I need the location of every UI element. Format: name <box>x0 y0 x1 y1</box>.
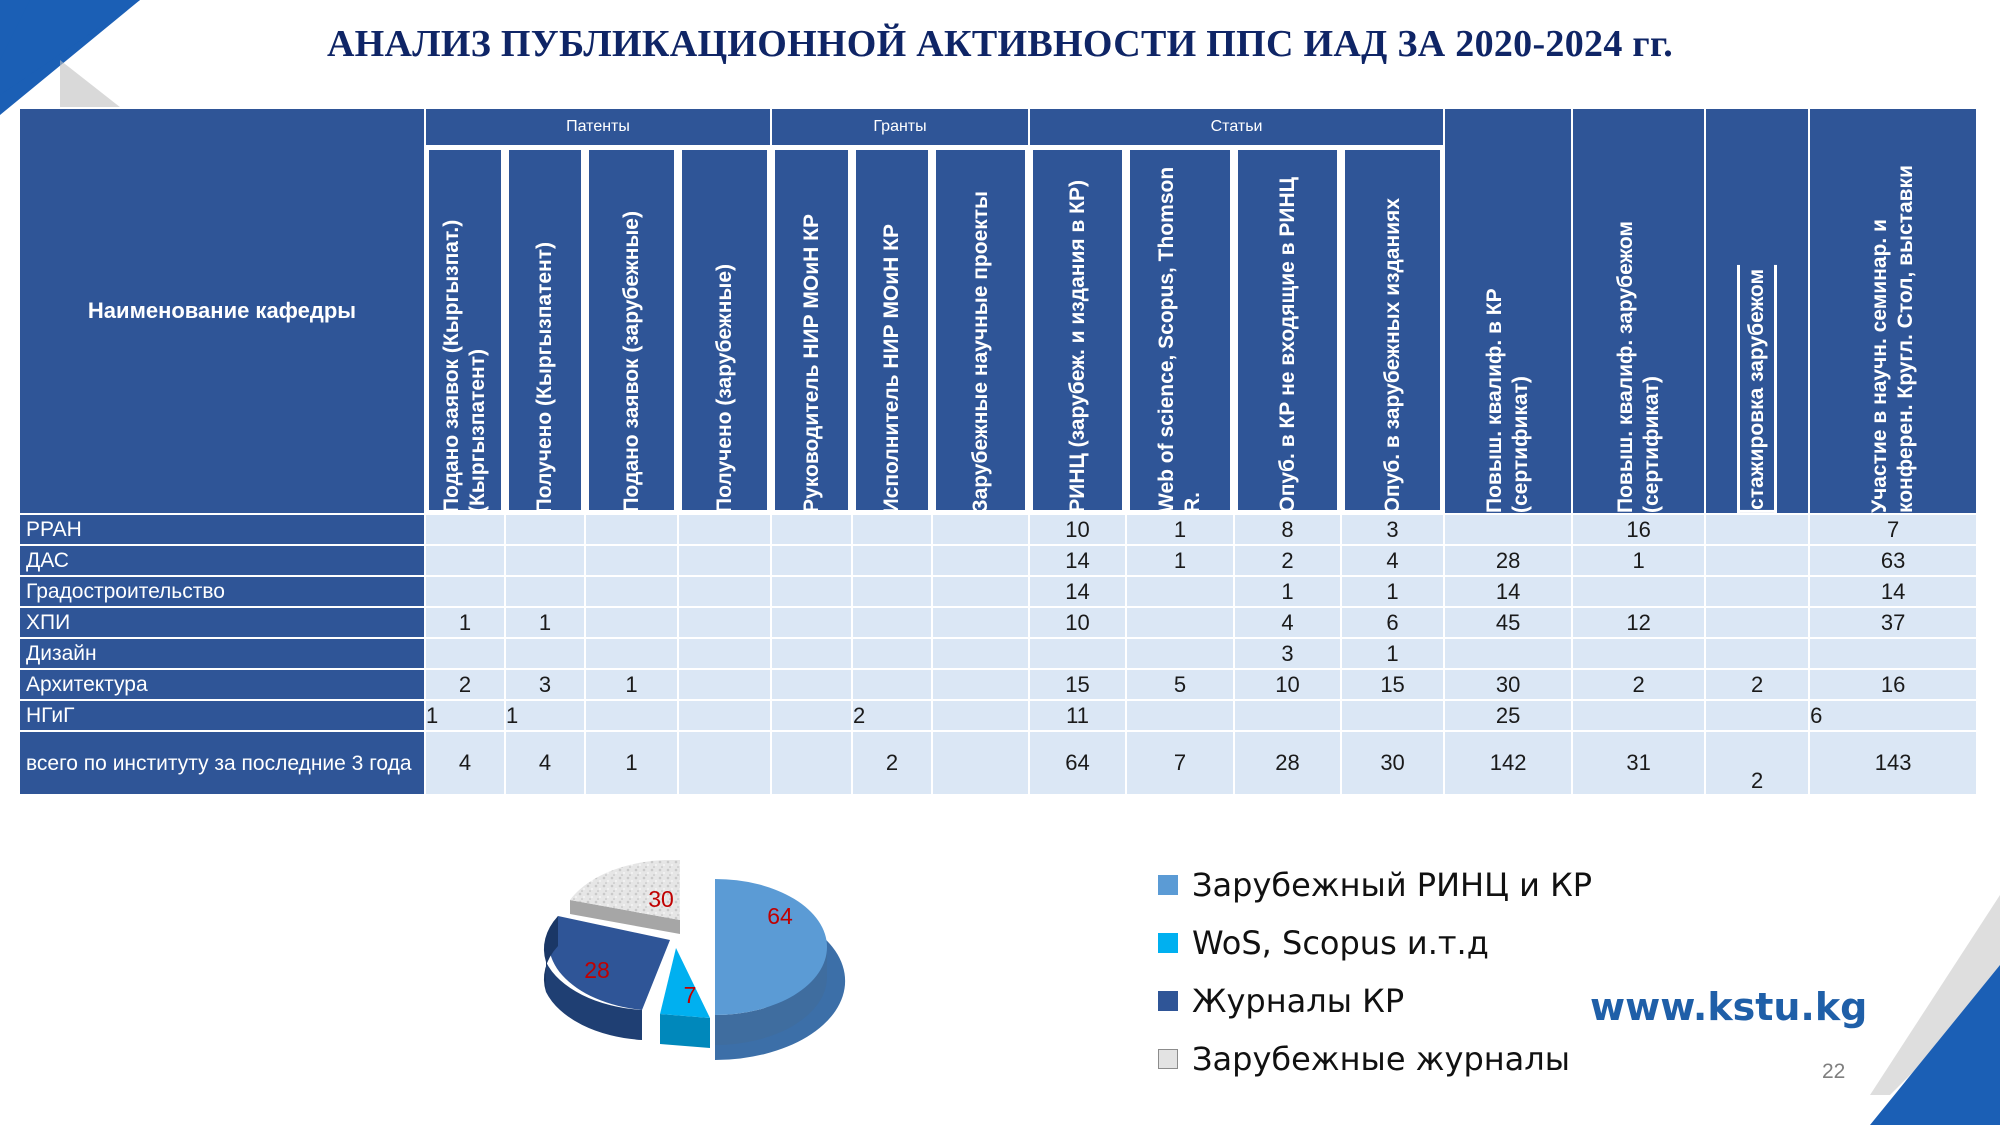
table-cell: 2 <box>1705 731 1809 795</box>
table-cell: 8 <box>1234 514 1341 545</box>
page-title: АНАЛИЗ ПУБЛИКАЦИОННОЙ АКТИВНОСТИ ППС ИАД ЗА 2020-2024 гг. <box>326 23 1674 65</box>
department-name: РРАН <box>19 514 425 545</box>
column-header: Подано заявок (зарубежные) <box>619 211 643 513</box>
table-cell <box>852 638 932 669</box>
table-cell: 1 <box>505 700 585 731</box>
legend-swatch <box>1158 933 1178 953</box>
table-cell <box>505 545 585 576</box>
table-cell: 1 <box>425 700 505 731</box>
table-cell <box>1705 545 1809 576</box>
table-cell <box>771 576 852 607</box>
table-cell: 1 <box>425 607 505 638</box>
table-cell: 45 <box>1444 607 1572 638</box>
group-header-articles: Статьи <box>1029 108 1444 146</box>
table-cell <box>1809 638 1977 669</box>
table-cell <box>678 638 771 669</box>
table-cell: 3 <box>505 669 585 700</box>
table-cell: 1 <box>1234 576 1341 607</box>
legend-label: WoS, Scopus и.т.д <box>1192 924 1489 962</box>
table-cell <box>932 607 1029 638</box>
column-header: Опуб. в КР не входящие в РИНЦ <box>1275 177 1299 513</box>
department-column-header: Наименование кафедры <box>19 108 425 514</box>
legend-label: Зарубежные журналы <box>1192 1040 1570 1078</box>
table-row-total <box>19 731 1977 795</box>
group-header-grants: Гранты <box>771 108 1029 146</box>
table-cell: 1 <box>585 669 678 700</box>
table-row <box>19 638 1977 669</box>
table-cell <box>585 700 678 731</box>
table-cell: 142 <box>1444 731 1572 795</box>
table-row <box>19 700 1977 731</box>
table-cell <box>678 700 771 731</box>
total-row-label: всего по институту за последние 3 года <box>19 731 425 795</box>
table-cell <box>932 700 1029 731</box>
table-cell: 2 <box>852 700 932 731</box>
publication-activity-table <box>18 107 1978 796</box>
table-cell: 6 <box>1809 700 1977 731</box>
pie-label-rinc: 64 <box>767 903 793 929</box>
table-cell <box>771 545 852 576</box>
table-cell: 7 <box>1809 514 1977 545</box>
column-header: Подано заявок (Кыргызпат.) (Кыргызпатент) <box>440 219 489 513</box>
column-header: Повыш. квалиф. в КР (сертификат) <box>1483 288 1533 513</box>
table-cell: 31 <box>1572 731 1705 795</box>
table-cell: 25 <box>1444 700 1572 731</box>
pie-legend <box>1158 856 1592 1088</box>
table-cell: 64 <box>1029 731 1126 795</box>
table-cell: 4 <box>1341 545 1444 576</box>
table-cell: 1 <box>1341 576 1444 607</box>
column-header: Исполнитель НИР МОиН КР <box>880 223 904 513</box>
table-cell: 2 <box>852 731 932 795</box>
table-cell <box>425 514 505 545</box>
table-cell: 143 <box>1809 731 1977 795</box>
table-cell <box>425 545 505 576</box>
table-cell: 5 <box>1126 669 1234 700</box>
column-header-cell <box>1705 108 1809 514</box>
legend-swatch <box>1158 1049 1178 1069</box>
legend-item <box>1158 914 1592 972</box>
table-cell: 4 <box>505 731 585 795</box>
column-header: Web of science, Scopus, Thomson R. <box>1155 166 1205 513</box>
table-cell <box>425 638 505 669</box>
table-cell: 30 <box>1444 669 1572 700</box>
page-number: 22 <box>1822 1060 1846 1083</box>
corner-decoration-bottom-right <box>1870 895 2000 1125</box>
column-header: Повыш. квалиф. зарубежом (сертификат) <box>1613 221 1663 513</box>
publication-pie-chart <box>530 860 870 1070</box>
table-cell: 10 <box>1234 669 1341 700</box>
table-cell: 14 <box>1029 545 1126 576</box>
column-header-cell <box>585 146 678 514</box>
column-header-cell <box>1809 108 1977 514</box>
column-header-cell <box>678 146 771 514</box>
table-row <box>19 576 1977 607</box>
group-header-patents: Патенты <box>425 108 771 146</box>
table-cell: 37 <box>1809 607 1977 638</box>
column-header-cell <box>1234 146 1341 514</box>
table-cell: 11 <box>1029 700 1126 731</box>
table-cell <box>771 514 852 545</box>
table-cell: 1 <box>505 607 585 638</box>
table-cell <box>1705 514 1809 545</box>
table-row <box>19 669 1977 700</box>
table-cell <box>1705 638 1809 669</box>
table-cell <box>1572 638 1705 669</box>
table-cell <box>1705 700 1809 731</box>
table-row <box>19 514 1977 545</box>
table-cell: 14 <box>1809 576 1977 607</box>
department-name: Градостроительство <box>19 576 425 607</box>
table-cell <box>932 576 1029 607</box>
table-cell: 1 <box>1341 638 1444 669</box>
department-name: Архитектура <box>19 669 425 700</box>
table-cell <box>771 638 852 669</box>
table-cell: 1 <box>585 731 678 795</box>
table-cell: 2 <box>1705 669 1809 700</box>
table-cell: 30 <box>1341 731 1444 795</box>
column-header: Зарубежные научные проекты <box>968 191 992 513</box>
website-link[interactable]: www.kstu.kg <box>1590 985 1868 1029</box>
column-header-cell <box>1029 146 1126 514</box>
table-cell <box>1572 576 1705 607</box>
table-cell: 1 <box>1126 545 1234 576</box>
table-cell <box>585 638 678 669</box>
table-cell: 10 <box>1029 514 1126 545</box>
table-row <box>19 607 1977 638</box>
column-header-cell <box>932 146 1029 514</box>
table-cell <box>852 576 932 607</box>
table-cell: 7 <box>1126 731 1234 795</box>
table-cell <box>1572 700 1705 731</box>
table-row <box>19 545 1977 576</box>
column-header-cell <box>771 146 852 514</box>
table-cell <box>1705 576 1809 607</box>
table-cell: 14 <box>1444 576 1572 607</box>
table-cell: 10 <box>1029 607 1126 638</box>
legend-item <box>1158 856 1592 914</box>
column-header: стажировка зарубежом <box>1737 265 1777 513</box>
table-cell: 2 <box>1234 545 1341 576</box>
column-header: Руководитель НИР МОиН КР <box>799 214 823 513</box>
table-cell <box>852 514 932 545</box>
column-header: Получено (Кыргызпатент) <box>533 241 556 513</box>
table-cell <box>852 669 932 700</box>
table-cell <box>1444 514 1572 545</box>
department-name: ДАС <box>19 545 425 576</box>
column-header-cell <box>1572 108 1705 514</box>
column-header: Участие в научн. семинар. и конферен. Кругл. Стол, выставки <box>1868 165 1918 513</box>
legend-swatch <box>1158 875 1178 895</box>
column-header-cell <box>852 146 932 514</box>
column-header: Получено (зарубежные) <box>712 264 736 513</box>
column-header: РИНЦ (зарубеж. и издания в КР) <box>1065 180 1089 513</box>
department-name: Дизайн <box>19 638 425 669</box>
table-cell <box>505 576 585 607</box>
table-cell <box>585 545 678 576</box>
pie-label-foreign: 30 <box>648 886 674 912</box>
table-cell: 15 <box>1029 669 1126 700</box>
table-cell: 63 <box>1809 545 1977 576</box>
table-cell <box>771 700 852 731</box>
table-cell <box>771 731 852 795</box>
table-cell <box>505 638 585 669</box>
table-cell <box>1029 638 1126 669</box>
table-cell: 15 <box>1341 669 1444 700</box>
table-cell: 4 <box>1234 607 1341 638</box>
table-cell <box>932 638 1029 669</box>
table-cell: 28 <box>1444 545 1572 576</box>
table-cell: 3 <box>1234 638 1341 669</box>
table-cell <box>678 514 771 545</box>
table-cell <box>585 576 678 607</box>
table-cell <box>678 669 771 700</box>
column-header: Опуб. в зарубежных изданиях <box>1380 197 1404 513</box>
legend-swatch <box>1158 991 1178 1011</box>
table-cell <box>1341 700 1444 731</box>
table-cell <box>852 545 932 576</box>
pie-label-kr: 28 <box>584 957 610 983</box>
table-cell <box>932 669 1029 700</box>
table-cell <box>852 607 932 638</box>
table-cell <box>505 514 585 545</box>
table-cell: 14 <box>1029 576 1126 607</box>
table-cell <box>1126 607 1234 638</box>
table-cell: 28 <box>1234 731 1341 795</box>
table-cell: 2 <box>1572 669 1705 700</box>
table-cell <box>932 731 1029 795</box>
table-cell: 3 <box>1341 514 1444 545</box>
table-cell <box>678 607 771 638</box>
table-cell <box>1234 700 1341 731</box>
legend-item <box>1158 972 1592 1030</box>
table-cell <box>1705 607 1809 638</box>
legend-label: Зарубежный РИНЦ и КР <box>1192 866 1593 904</box>
table-cell: 1 <box>1572 545 1705 576</box>
table-cell: 2 <box>425 669 505 700</box>
table-cell <box>425 576 505 607</box>
table-cell <box>1444 638 1572 669</box>
table-cell <box>585 514 678 545</box>
legend-item <box>1158 1030 1592 1088</box>
table-cell <box>678 576 771 607</box>
table-cell: 16 <box>1572 514 1705 545</box>
table-cell <box>585 607 678 638</box>
department-name: ХПИ <box>19 607 425 638</box>
table-cell: 12 <box>1572 607 1705 638</box>
table-cell: 16 <box>1809 669 1977 700</box>
table-cell: 6 <box>1341 607 1444 638</box>
column-header-cell <box>505 146 585 514</box>
column-header-cell <box>1126 146 1234 514</box>
column-header-cell <box>1444 108 1572 514</box>
table-cell <box>771 669 852 700</box>
table-cell <box>771 607 852 638</box>
table-cell <box>1126 700 1234 731</box>
column-header-cell <box>1341 146 1444 514</box>
pie-label-wos: 7 <box>683 982 697 1008</box>
column-header-cell <box>425 146 505 514</box>
table-cell: 1 <box>1126 514 1234 545</box>
table-cell <box>678 731 771 795</box>
table-cell <box>932 545 1029 576</box>
table-cell <box>932 514 1029 545</box>
table-cell <box>1126 576 1234 607</box>
legend-label: Журналы КР <box>1192 982 1405 1020</box>
table-cell <box>1126 638 1234 669</box>
department-name: НГиГ <box>19 700 425 731</box>
table-cell: 4 <box>425 731 505 795</box>
table-cell <box>678 545 771 576</box>
